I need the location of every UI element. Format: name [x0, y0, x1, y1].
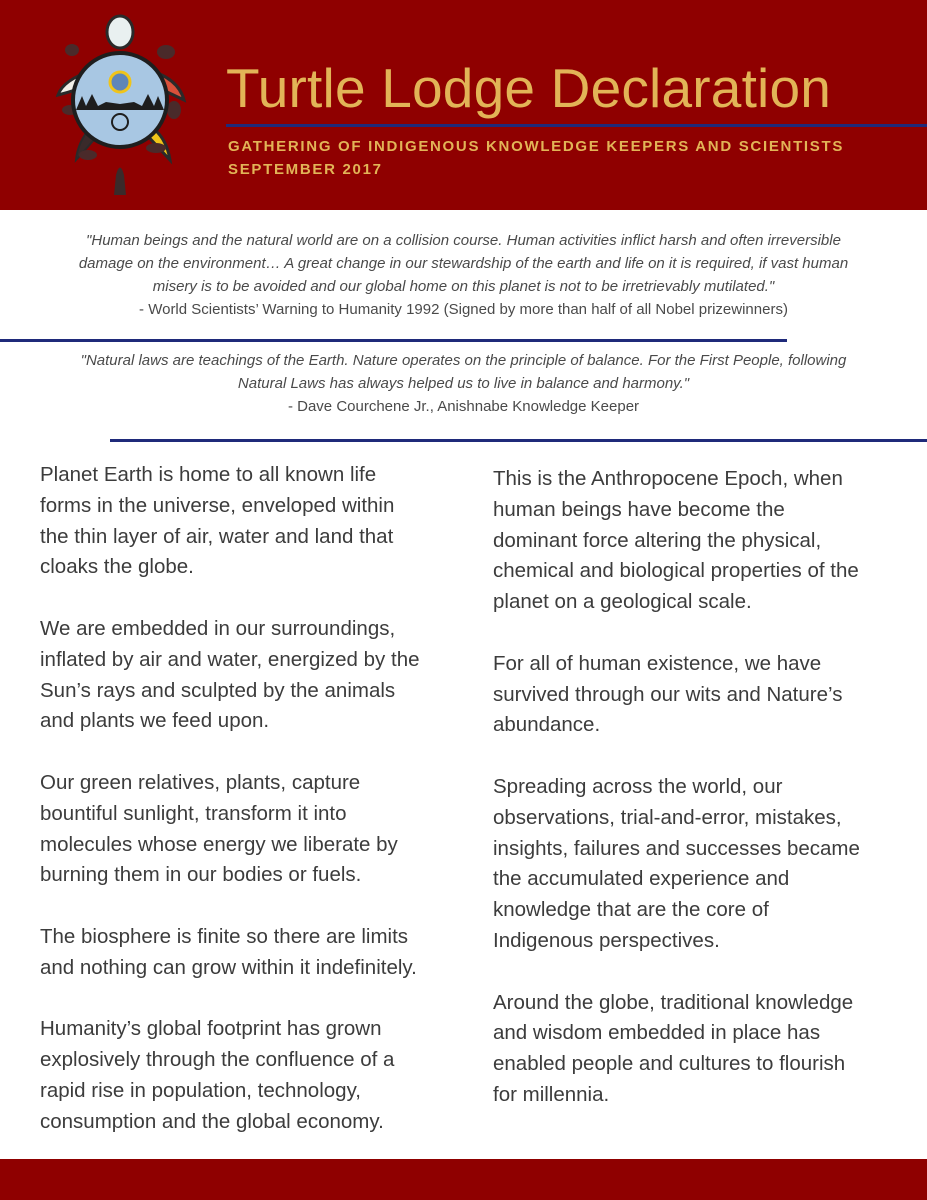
paragraph-line: explosively through the confluence of a	[40, 1048, 395, 1072]
paragraph-line: abundance.	[493, 713, 601, 737]
paragraph-line: chemical and biological properties of the	[493, 559, 859, 583]
paragraph-line: This is the Anthropocene Epoch, when	[493, 467, 843, 490]
paragraph-line: enabled people and cultures to flourish	[493, 1052, 846, 1076]
paragraph-line: the thin layer of air, water and land that	[40, 524, 394, 548]
paragraph-line: We are embedded in our surroundings,	[40, 616, 396, 640]
paragraph-line: Around the globe, traditional knowledge	[493, 990, 854, 1014]
paragraph	[40, 1014, 460, 1137]
quote-attribution: - World Scientists’ Warning to Humanity 1992 (Signed by more than half of all Nobel prizewinners)	[139, 301, 788, 318]
paragraph-line: inflated by air and water, energized by the	[40, 647, 420, 671]
quote-line: Natural Laws has always helped us to live in balance and harmony."	[237, 375, 690, 392]
turtle-medicine-wheel-icon	[48, 10, 198, 200]
paragraph	[40, 768, 460, 891]
paragraph-line: rapid rise in population, technology,	[40, 1078, 361, 1102]
paragraph-line: observations, trial-and-error, mistakes,	[493, 805, 842, 829]
quote-line: damage on the environment… A great change in our stewardship of the earth and life on it is required, if vast human	[78, 255, 849, 272]
paragraph-line: forms in the universe, enveloped within	[40, 493, 395, 517]
subtitle-date: SEPTEMBER 2017	[228, 161, 383, 178]
paragraph	[493, 649, 913, 741]
quote-scientists	[0, 229, 927, 321]
section-divider	[0, 339, 787, 342]
paragraph-line: survived through our wits and Nature’s	[493, 682, 843, 706]
paragraph-line: Sun’s rays and sculpted by the animals	[40, 678, 396, 702]
section-divider	[110, 439, 927, 442]
paragraph-line: human beings have become the	[493, 497, 785, 521]
paragraph	[493, 464, 913, 618]
paragraph-line: molecules whose energy we liberate by	[40, 832, 398, 856]
paragraph-line: planet on a geological scale.	[493, 590, 752, 614]
paragraph-line: insights, failures and successes became	[493, 836, 860, 860]
paragraph-line: Spreading across the world, our	[493, 774, 783, 798]
quote-knowledge-keeper	[0, 349, 927, 418]
quote-line: misery is to be avoided and our global home on this planet is not to be irretrievably mutilated."	[152, 278, 775, 295]
paragraph-line: Humanity’s global footprint has grown	[40, 1017, 382, 1041]
paragraph-line: bountiful sunlight, transform it into	[40, 801, 347, 825]
paragraph-line: Our green relatives, plants, capture	[40, 770, 361, 794]
quote-attribution: - Dave Courchene Jr., Anishnabe Knowledge Keeper	[287, 398, 640, 415]
quote-line: "Natural laws are teachings of the Earth. Nature operates on the principle of balance. For the First People, following	[80, 352, 847, 369]
title-divider	[226, 124, 927, 127]
paragraph	[40, 460, 460, 583]
paragraph-line: Indigenous perspectives.	[493, 928, 720, 952]
paragraph-line: knowledge that are the core of	[493, 898, 769, 922]
paragraph	[40, 614, 460, 737]
subtitle-line: GATHERING OF INDIGENOUS KNOWLEDGE KEEPERS AND SCIENTISTS	[228, 138, 845, 155]
paragraph-line: cloaks the globe.	[40, 555, 194, 579]
left-column	[40, 460, 460, 1168]
paragraph-line: For all of human existence, we have	[493, 651, 822, 675]
paragraph-line: burning them in our bodies or fuels.	[40, 863, 362, 887]
paragraph-line: Planet Earth is home to all known life	[40, 463, 377, 486]
paragraph-line: dominant force altering the physical,	[493, 528, 822, 552]
paragraph	[493, 988, 913, 1111]
page-title: Turtle Lodge Declaration	[226, 57, 832, 119]
paragraph-line: and plants we feed upon.	[40, 709, 270, 733]
paragraph	[40, 922, 460, 984]
header-banner	[0, 0, 927, 210]
paragraph-line: the accumulated experience and	[493, 867, 790, 891]
paragraph	[493, 772, 913, 957]
paragraph-line: for millennia.	[493, 1082, 610, 1106]
paragraph-line: and nothing can grow within it indefinitely.	[40, 955, 417, 979]
paragraph-line: The biosphere is finite so there are limits	[40, 924, 409, 948]
paragraph-line: consumption and the global economy.	[40, 1109, 384, 1133]
footer-banner	[0, 1159, 927, 1200]
paragraph-line: and wisdom embedded in place has	[493, 1021, 821, 1045]
subtitle	[228, 135, 844, 181]
right-column	[493, 464, 913, 1142]
quote-line: "Human beings and the natural world are on a collision course. Human activities inflict harsh and often irreversible	[86, 232, 841, 249]
